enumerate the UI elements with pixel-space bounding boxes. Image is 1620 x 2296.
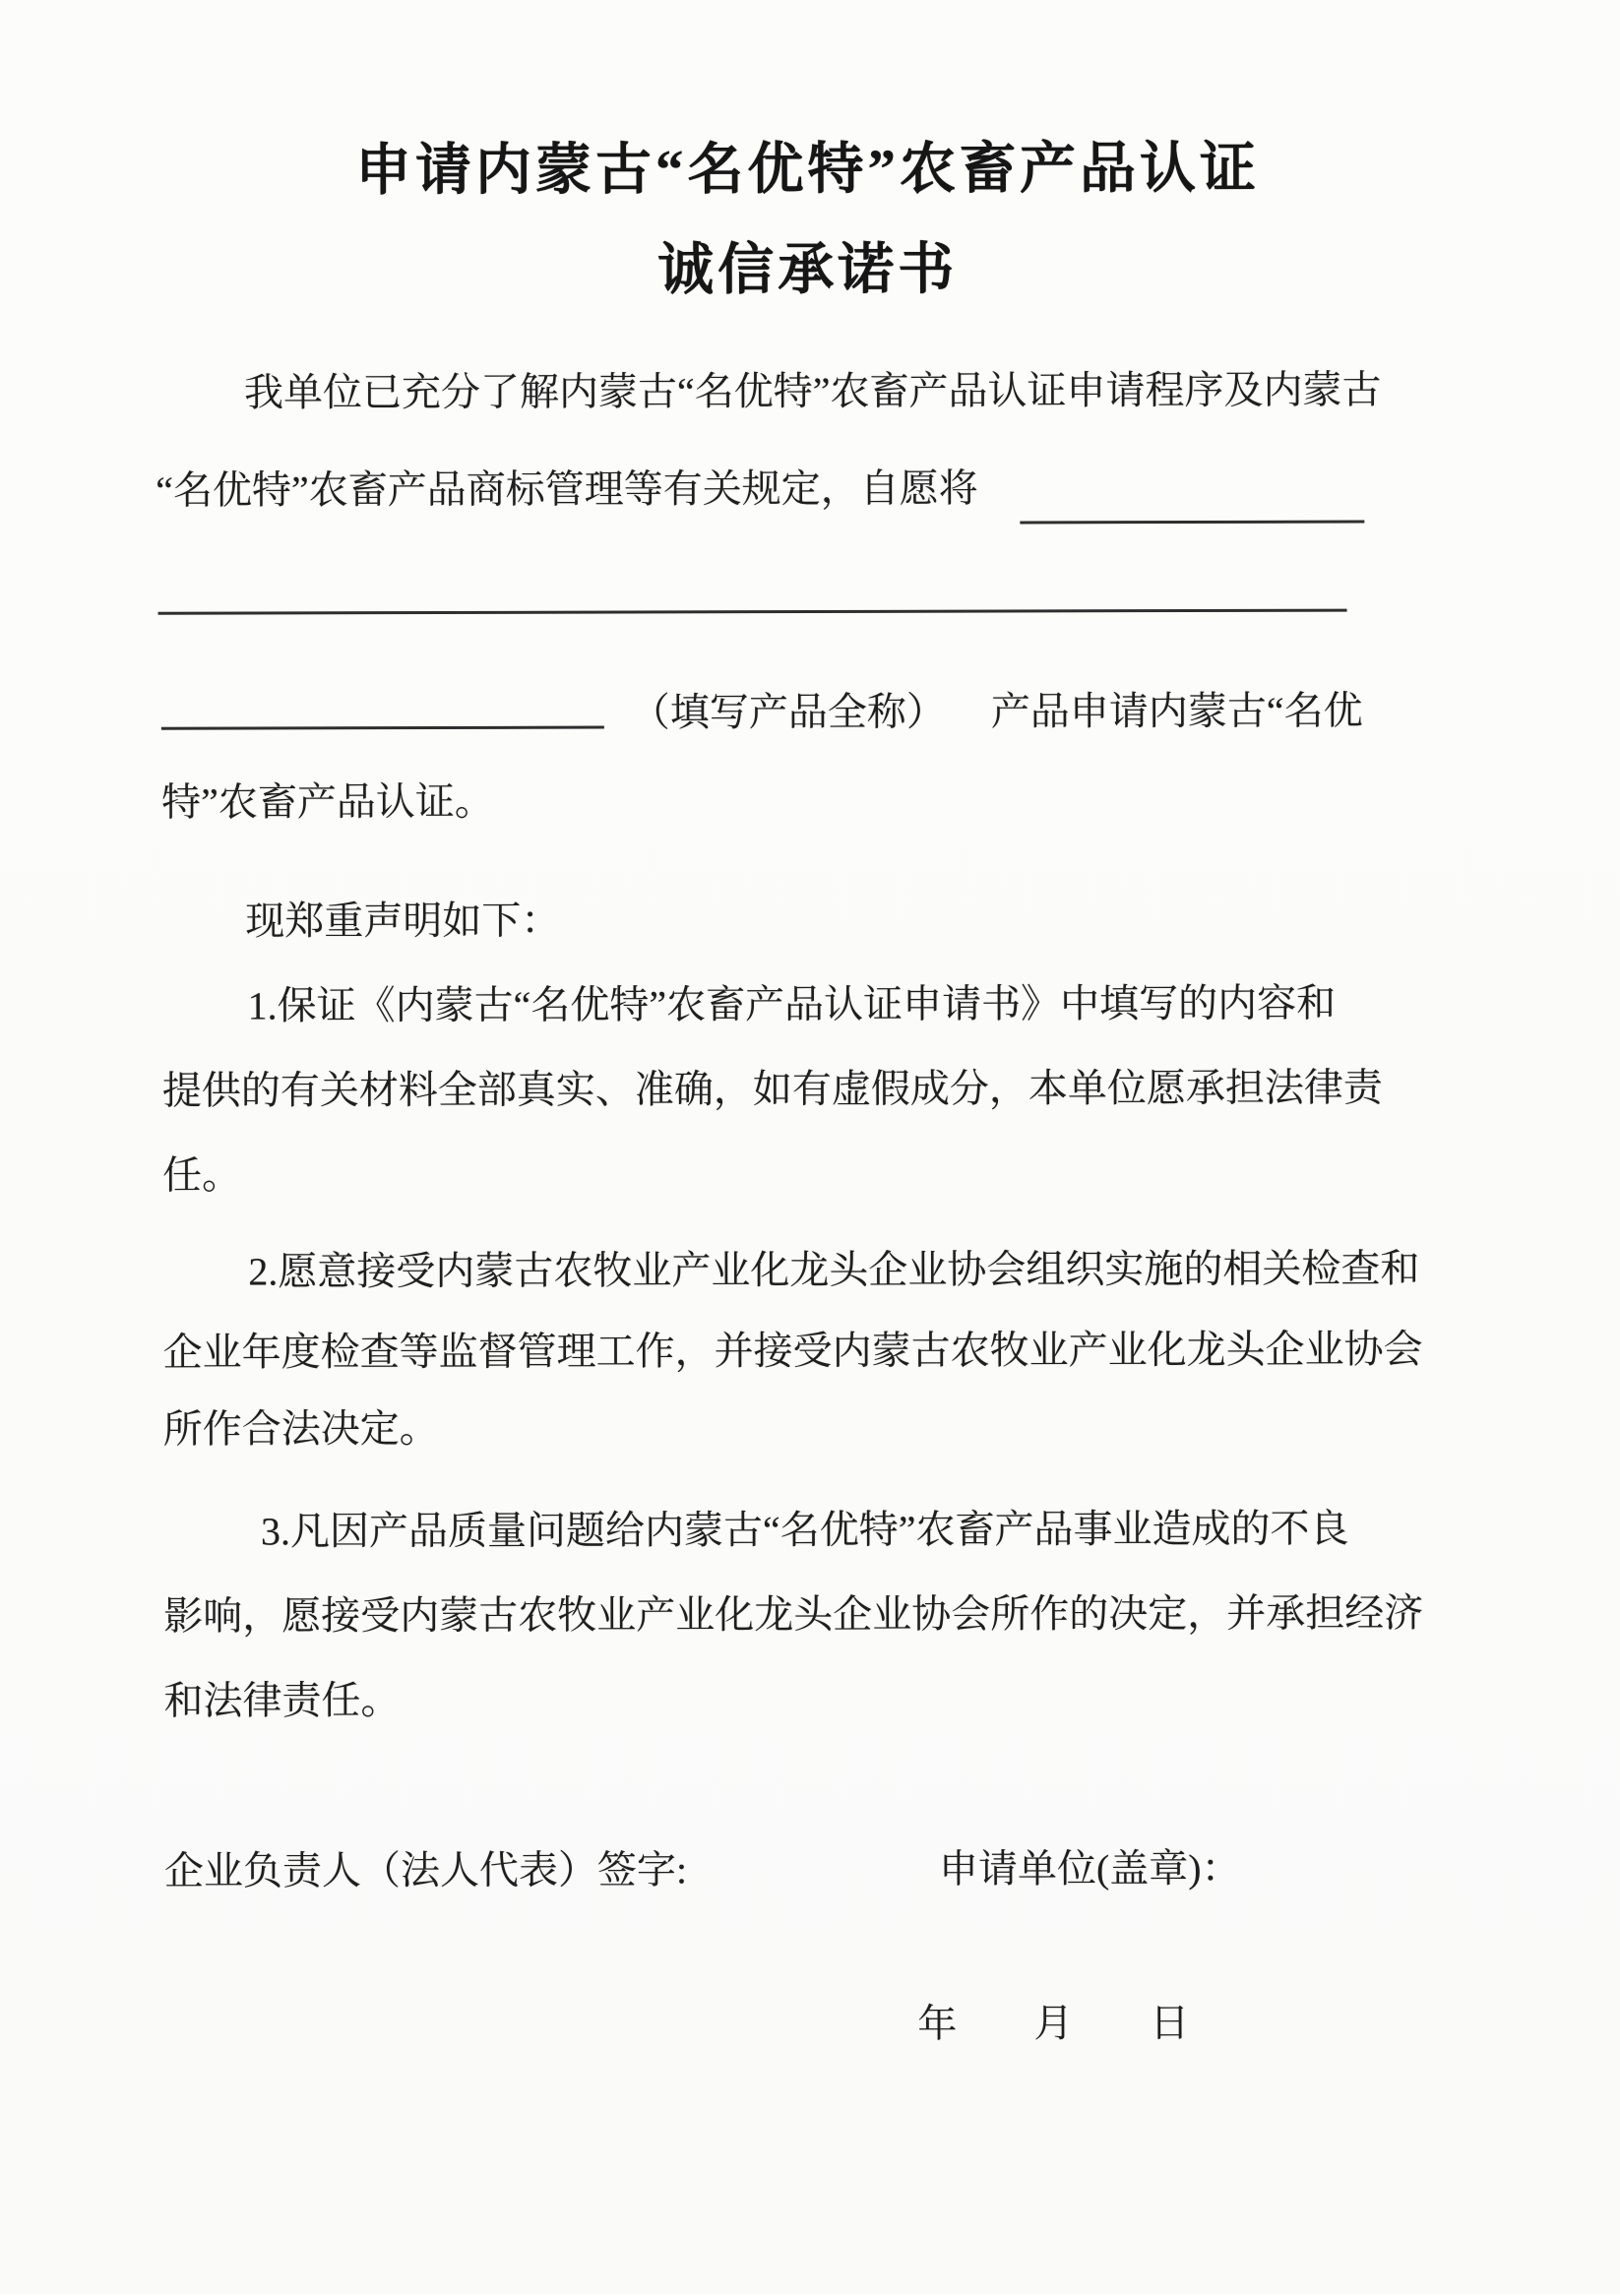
item2-line3: 所作合法决定。 xyxy=(162,1405,439,1452)
item3-line2: 影响，愿接受内蒙古农牧业产业化龙头企业协会所作的决定，并承担经济 xyxy=(163,1590,1424,1639)
product-name-blank-3 xyxy=(161,726,604,730)
paragraph1-line4-rest: 产品申请内蒙古“名优 xyxy=(990,688,1363,734)
paragraph1-line1: 我单位已充分了解内蒙古“名优特”农畜产品认证申请程序及内蒙古 xyxy=(243,367,1382,415)
item2-line2: 企业年度检查等监督管理工作，并接受内蒙古农牧业产业化龙头企业协会 xyxy=(162,1327,1423,1375)
document-title-line2: 诚信承诺书 xyxy=(657,238,959,302)
fill-note-label: （填写产品全称） xyxy=(630,689,946,735)
date-month-label: 月 xyxy=(1033,2001,1074,2046)
item1-line3: 任。 xyxy=(162,1152,242,1198)
item1-line1: 1.保证《内蒙古“名优特”农畜产品认证申请书》中填写的内容和 xyxy=(247,980,1337,1028)
date-line xyxy=(917,2000,1189,2048)
paragraph1-line2: “名优特”农畜产品商标管理等有关规定，自愿将 xyxy=(156,465,978,513)
item3-line1: 3.凡因产品质量问题给内蒙古“名优特”农畜产品事业造成的不良 xyxy=(260,1506,1349,1554)
declaration-heading: 现郑重声明如下： xyxy=(245,898,561,944)
paragraph1-line4 xyxy=(631,688,1363,737)
item3-line3: 和法律责任。 xyxy=(163,1678,401,1723)
product-name-blank-2 xyxy=(158,609,1347,615)
date-day-label: 日 xyxy=(1150,2000,1190,2046)
item2-line1: 2.愿意接受内蒙古农牧业产业化龙头企业协会组织实施的相关检查和 xyxy=(248,1246,1420,1294)
signer-label: 企业负责人（法人代表）签字: xyxy=(163,1847,688,1893)
paragraph1-line5: 特”农畜产品认证。 xyxy=(161,778,494,825)
product-name-blank-1 xyxy=(1020,521,1364,525)
item1-line2: 提供的有关材料全部真实、准确，如有虚假成分，本单位愿承担法律责 xyxy=(161,1065,1383,1113)
date-year-label: 年 xyxy=(917,2001,958,2046)
document-title-line1: 申请内蒙古“名优特”农畜产品认证 xyxy=(354,137,1260,203)
applicant-seal-label: 申请单位(盖章)： xyxy=(938,1845,1241,1892)
